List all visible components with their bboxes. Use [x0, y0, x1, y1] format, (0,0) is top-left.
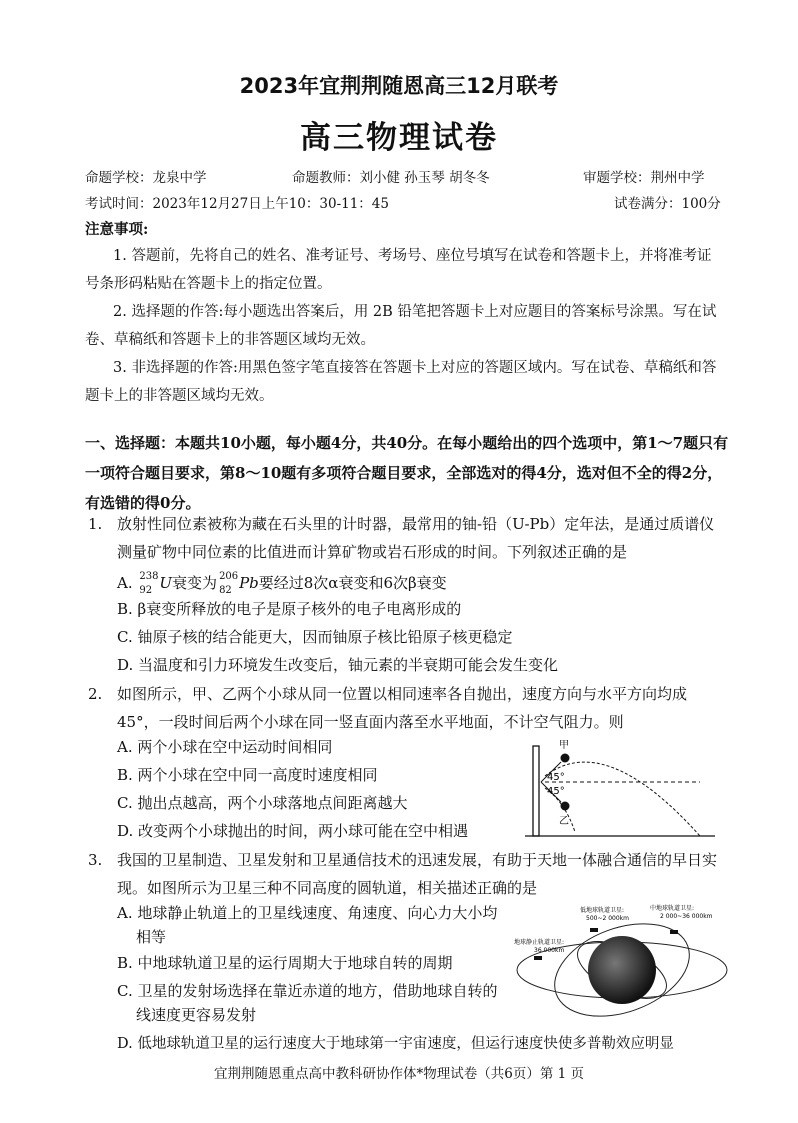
notice-item-1: 1. 答题前，先将自己的姓名、准考证号、考场号、座位号填写在试卷和答题卡上，并将准考证号条形码粘贴在答题卡上的指定位置。 [85, 248, 712, 292]
question-3 [88, 846, 728, 902]
meo-label: 中地球轨道卫星: [650, 905, 695, 912]
q1-option-c: C. 铀原子核的结合能更大，因而铀原子核比铅原子核更稳定 [117, 628, 513, 646]
lead-nuclide: 206 82 [219, 571, 239, 596]
full-score: 试卷满分：100分 [614, 196, 721, 212]
q3-option-b: B. 中地球轨道卫星的运行周期大于地球自转的周期 [117, 954, 453, 972]
label-jia: 甲 [559, 740, 569, 751]
notice-heading: 注意事项: [85, 221, 149, 238]
meo-satellite-icon [670, 930, 678, 934]
exam-time: 考试时间：2023年12月27日上午10：30-11：45 [85, 196, 389, 212]
geo-label: 地球静止轨道卫星: [514, 939, 565, 946]
page-footer: 宜荆荆随恩重点高中教科研协作体*物理试卷（共6页）第 1 页 [213, 1066, 584, 1082]
question-1-number: 1. [88, 515, 103, 533]
proposing-school: 命题学校：龙泉中学 [85, 170, 207, 186]
q2-option-d: D. 改变两个小球抛出的时间，两小球可能在空中相遇 [117, 822, 469, 840]
question-2-number: 2. [88, 685, 103, 703]
angle-bottom: 45° [547, 786, 565, 797]
angle-top: 45° [547, 772, 565, 783]
subject-title: 高三物理试卷 [300, 120, 498, 156]
q2-projectile-figure [525, 740, 715, 842]
q3-orbit-figure [512, 900, 732, 1025]
review-school: 审题学校：荆州中学 [583, 170, 705, 186]
leo-satellite-icon [590, 928, 598, 932]
exam-title: 2023年宜荆荆随恩高三12月联考 [239, 74, 559, 98]
q2-option-c: C. 抛出点越高，两个小球落地点间距离越大 [117, 794, 408, 812]
q3-option-a-line1: A. 地球静止轨道上的卫星线速度、角速度、向心力大小均 [117, 904, 498, 922]
ball-jia [561, 754, 570, 763]
earth-icon [588, 936, 656, 1004]
uranium-nuclide: 238 92 [139, 571, 159, 596]
notice-item-3: 3. 非选择题的作答:用黑色签字笔直接答在答题卡上对应的答题区域内。写在试卷、草稿纸和答题卡上的非答题区域均无效。 [85, 360, 717, 404]
label-yi: 乙 [559, 816, 569, 827]
notice-item-2: 2. 选择题的作答:每小题选出答案后，用 2B 铅笔把答题卡上对应题目的答案标号涂黑。写在试卷、草稿纸和答题卡上的非答题区域均无效。 [85, 304, 717, 348]
q2-option-b: B. 两个小球在空中同一高度时速度相同 [117, 766, 378, 784]
leo-label: 低地球轨道卫星: [580, 907, 625, 914]
ball-yi [561, 802, 570, 811]
question-2 [88, 680, 728, 736]
question-1-stem: 放射性同位素被称为藏在石头里的计时器，最常用的铀-铅（U-Pb）定年法，是通过质谱仪测量矿物中同位素的比值进而计算矿物或岩石形成的时间。下列叙述正确的是 [117, 515, 715, 561]
section-1-heading: 一、选择题：本题共10小题，每小题4分，共40分。在每小题给出的四个选项中，第1～7题只有一项符合题目要求，第8～10题有多项符合题目要求，全部选对的得4分，选对但不全的得2分，有选错的得0分。 [85, 434, 729, 512]
q1-option-b: B. β衰变所释放的电子是原子核外的电子电离形成的 [117, 600, 462, 618]
q3-option-a-line2: 相等 [136, 928, 167, 946]
question-1 [88, 510, 728, 566]
q1-option-d: D. 当温度和引力环境发生改变后，铀元素的半衰期可能会发生变化 [117, 656, 559, 674]
q3-option-c-line2: 线速度更容易发射 [136, 1006, 257, 1024]
question-3-number: 3. [88, 851, 103, 869]
q3-option-d: D. 低地球轨道卫星的运行速度大于地球第一宇宙速度，但运行速度快使多普勒效应明显 [117, 1036, 674, 1052]
q3-option-c-line1: C. 卫星的发射场选择在靠近赤道的地方，借助地球自转的 [117, 982, 498, 1000]
q1-option-a: A. 238 92 U衰变为 206 82 Pb要经过8次α衰变和6次β衰变 [117, 571, 447, 596]
meo-range: 2 000~36 000km [660, 913, 713, 920]
q2-option-a: A. 两个小球在空中运动时间相同 [117, 738, 333, 756]
question-3-stem: 我国的卫星制造、卫星发射和卫星通信技术的迅速发展，有助于天地一体融合通信的早日实现。如图所示为卫星三种不同高度的圆轨道，相关描述正确的是 [117, 851, 718, 897]
question-2-stem: 如图所示，甲、乙两个小球从同一位置以相同速率各自抛出，速度方向与水平方向均成45°，一段时间后两个小球在同一竖直面内落至水平地面，不计空气阻力。则 [117, 685, 688, 731]
geo-range: 36 000km [534, 947, 565, 954]
proposing-teachers: 命题教师：刘小健 孙玉琴 胡冬冬 [292, 170, 490, 186]
leo-range: 500~2 000km [586, 915, 629, 922]
geo-satellite-icon [534, 956, 542, 960]
